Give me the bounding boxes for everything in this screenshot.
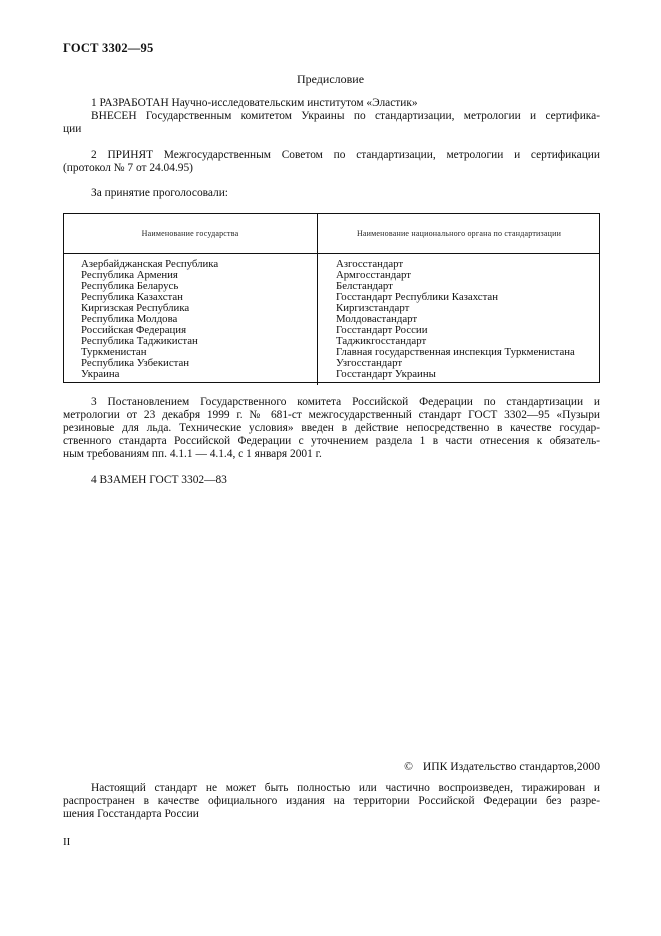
table-header-body: Наименование национального органа по стандартизации: [318, 213, 601, 254]
table-row-state: Азербайджанская Республика: [81, 258, 219, 270]
section-3-line: метрологии от 23 декабря 1999 г. № 681-ст межгосударственный стандарт ГОСТ 3302—95 «Пузыри: [63, 409, 600, 421]
section-1-introduced-cont: ции: [63, 123, 82, 135]
table-row-body: Армгосстандарт: [336, 269, 411, 281]
table-row-body: Азгосстандарт: [336, 258, 404, 270]
notice-line: Настоящий стандарт не может быть полностью или частично воспроизведен, тиражирован и: [91, 782, 600, 794]
section-3-line: ным требованиям пп. 4.1.1 — 4.1.4, с 1 января 2001 г.: [63, 448, 322, 460]
copyright-icon: ©: [404, 760, 413, 773]
states-list: [63, 259, 317, 380]
reproduction-notice: [63, 782, 600, 821]
table-row-state: Российская Федерация: [81, 324, 187, 336]
section-1-introduced: ВНЕСЕН Государственным комитетом Украины по стандартизации, метрологии и сертифика-: [91, 110, 600, 122]
states-column: [63, 254, 318, 386]
section-2-adopted: 2 ПРИНЯТ Межгосударственным Советом по стандартизации, метрологии и сертификации: [91, 149, 600, 161]
table-row-body: Киргизстандарт: [336, 302, 410, 314]
table-row-body: Молдовастандарт: [336, 313, 418, 325]
table-row-body: Госстандарт Украины: [336, 368, 436, 380]
section-3-line: резиновые для льда. Технические условия» введен в действие непосредственно в качестве государ-: [63, 422, 600, 434]
section-3-line: 3 Постановлением Государственного комитета Российской Федерации по стандартизации и: [91, 396, 600, 408]
table-row-body: Таджикгосстандарт: [336, 335, 427, 347]
section-4-replaces: 4 ВЗАМЕН ГОСТ 3302—83: [91, 474, 227, 486]
table-row-state: Республика Молдова: [81, 313, 178, 325]
voted-text: За принятие проголосовали:: [91, 187, 228, 199]
section-3-line: ственного стандарта Российской Федерации с уточнением раздела 1 в части отнесения к обязатель-: [63, 435, 600, 447]
section-3: [63, 396, 600, 461]
notice-line: распространен в качестве официального издания на территории Российской Федерации без разре-: [63, 795, 600, 807]
table-row-body: Белстандарт: [336, 280, 393, 292]
preface-title: Предисловие: [296, 72, 365, 86]
voted-label: [63, 187, 600, 200]
section-2: [63, 149, 600, 175]
table-header-state: Наименование государства: [63, 213, 318, 254]
table-row-state: Республика Армения: [81, 269, 178, 281]
section-1: [63, 97, 600, 136]
table-row-body: Главная государственная инспекция Туркменистана: [336, 346, 575, 358]
document-id: ГОСТ 3302—95: [63, 41, 154, 55]
notice-line: шения Госстандарта России: [63, 808, 199, 820]
table-row-state: Республика Узбекистан: [81, 357, 190, 369]
table-row-state: Киргизская Республика: [81, 302, 190, 314]
table-row-body: Узгосстандарт: [336, 357, 403, 369]
section-4: [63, 474, 600, 487]
section-2-protocol: (протокол № 7 от 24.04.95): [63, 162, 193, 174]
bodies-column: [318, 254, 601, 386]
table-row-state: Республика Казахстан: [81, 291, 183, 303]
section-1-developed: 1 РАЗРАБОТАН Научно-исследовательским институтом «Эластик»: [91, 97, 418, 109]
table-row-body: Госстандарт России: [336, 324, 428, 336]
page-number: II: [63, 836, 71, 848]
table-row-state: Украина: [81, 368, 120, 380]
table-row-state: Республика Таджикистан: [81, 335, 198, 347]
table-row-state: Туркменистан: [81, 346, 147, 358]
table-row-state: Республика Беларусь: [81, 280, 179, 292]
voting-table: [63, 213, 600, 385]
bodies-list: [318, 259, 600, 380]
copyright-text: ИПК Издательство стандартов,2000: [422, 760, 600, 773]
copyright: [404, 760, 600, 773]
table-row-body: Госстандарт Республики Казахстан: [336, 291, 498, 303]
